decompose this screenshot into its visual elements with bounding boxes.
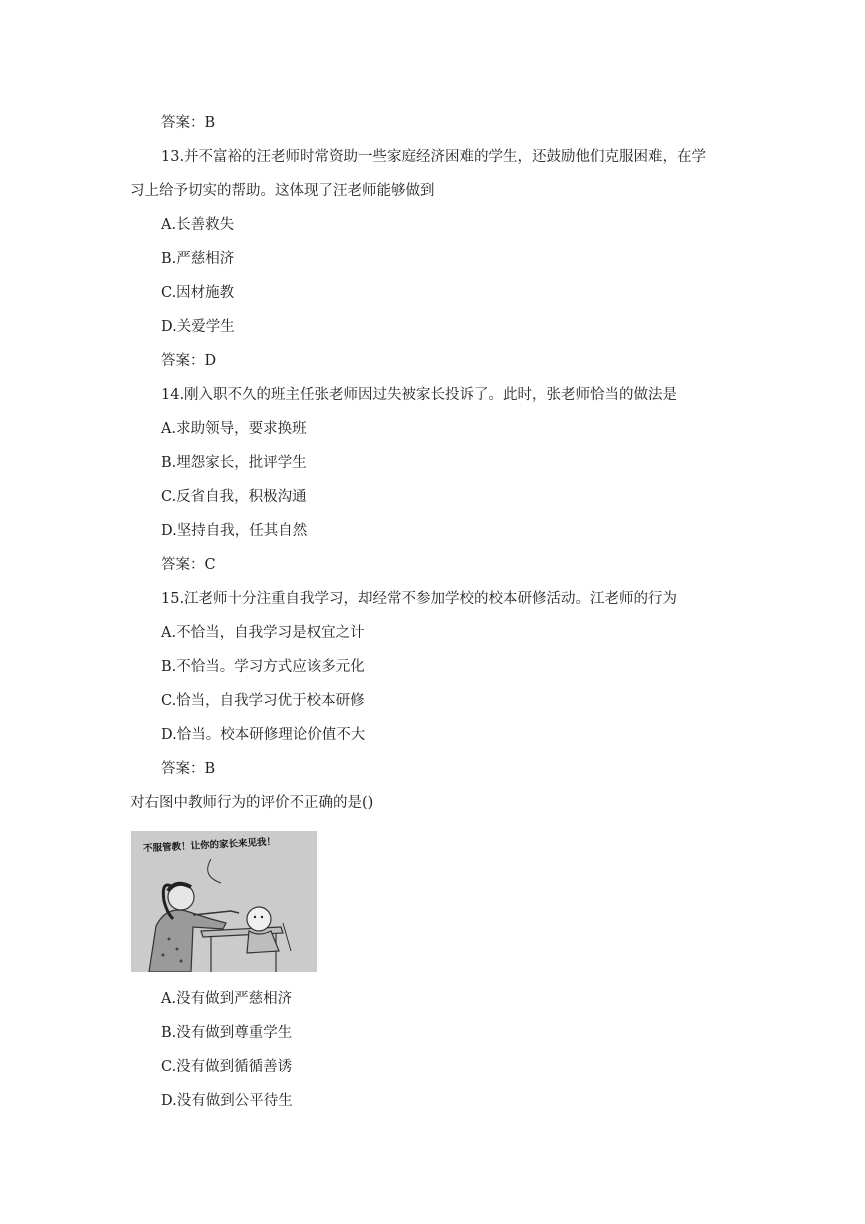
option-13-a: A.长善救失: [161, 217, 235, 233]
option-14-b: B.埋怨家长，批评学生: [161, 455, 307, 471]
option-16-a: A.没有做到严慈相济: [161, 991, 293, 1007]
option-16-c: C.没有做到循循善诱: [161, 1059, 293, 1075]
question-16: 对右图中教师行为的评价不正确的是(): [130, 795, 374, 811]
cartoon-speech-text: 不服管教！让你的家长来见我！: [142, 836, 277, 855]
option-13-b: B.严慈相济: [161, 251, 235, 267]
option-15-c: C.恰当，自我学习优于校本研修: [161, 693, 365, 709]
option-15-d: D.恰当。校本研修理论价值不大: [161, 727, 366, 743]
option-14-d: D.坚持自我，任其自然: [161, 523, 308, 539]
answer-14: 答案：C: [161, 557, 216, 573]
option-14-a: A.求助领导，要求换班: [161, 421, 307, 437]
answer-15: 答案：B: [161, 761, 216, 777]
option-16-d: D.没有做到公平待生: [161, 1093, 293, 1109]
option-14-c: C.反省自我，积极沟通: [161, 489, 307, 505]
option-16-b: B.没有做到尊重学生: [161, 1025, 293, 1041]
question-14: 14.刚入职不久的班主任张老师因过失被家长投诉了。此时，张老师恰当的做法是: [161, 387, 678, 403]
question-15: 15.江老师十分注重自我学习，却经常不参加学校的校本研修活动。江老师的行为: [161, 591, 678, 607]
question-13-line-2: 习上给予切实的帮助。这体现了汪老师能够做到: [130, 183, 435, 199]
option-13-c: C.因材施教: [161, 285, 235, 301]
question-13-line-1: 13.并不富裕的汪老师时常资助一些家庭经济困难的学生，还鼓励他们克服困难，在学: [161, 149, 707, 165]
option-15-b: B.不恰当。学习方式应该多元化: [161, 659, 365, 675]
option-15-a: A.不恰当，自我学习是权宜之计: [161, 625, 365, 641]
answer-12: 答案：B: [161, 115, 216, 131]
option-13-d: D.关爱学生: [161, 319, 235, 335]
answer-13: 答案：D: [161, 353, 217, 369]
teacher-cartoon-image: [131, 831, 317, 972]
